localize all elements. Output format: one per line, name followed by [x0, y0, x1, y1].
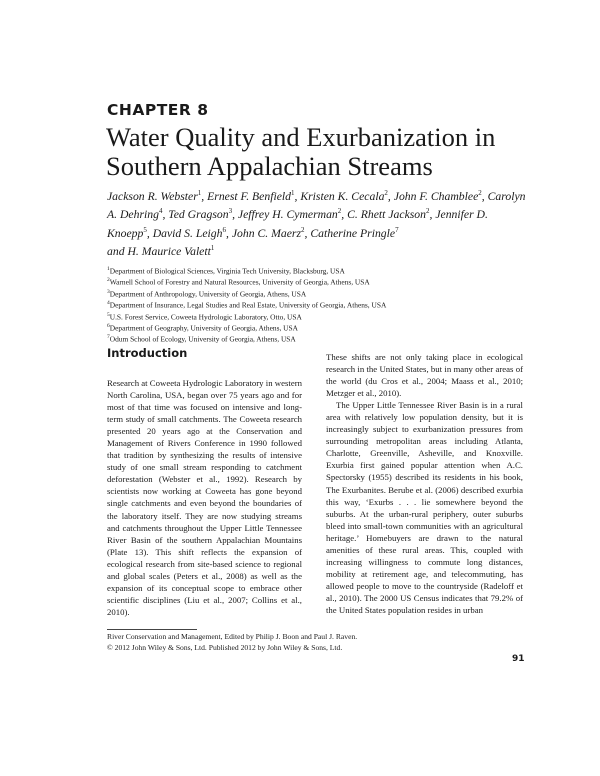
author: Kristen K. Cecala$^2$: [300, 189, 388, 203]
affiliation: $^6$Department of Geography, University of Georgia, Athens, USA: [107, 322, 298, 333]
footer-line-1: River Conservation and Management, Edited by Philip J. Boon and Paul J. Raven.: [107, 632, 358, 641]
author: Jackson R. Webster$^1$: [107, 189, 202, 203]
right-column: [326, 351, 523, 616]
affiliation-list: [107, 265, 537, 345]
author: and H. Maurice Valett$^1$: [107, 244, 215, 259]
author: John F. Chamblee$^2$: [393, 189, 482, 203]
author: Ted Gragson$^3$: [168, 207, 233, 222]
body-paragraph: Research at Coweeta Hydrologic Laboratory in western North Carolina, USA, began over 75 years ago and for most of that time was focused on intensive and long-term study of small catchments. The Coweeta research presented 20 years ago at the Conservation and Management of Rivers Conference in 1990 followed that tradition by synthesizing the results of intensive study of one small stream responding to catchment deforestation (Webster et al., 1992). Research by scientists now working at Coweeta has gone beyond single catchments and even beyond the boundaries of the laboratory itself. They are now studying streams and catchments throughout the Upper Little Tennessee River Basin of the southern Appalachian Mountains (Plate 13). This shift reflects the expansion of ecological research from site-based science to regional and global scales (Peters et al., 2008) as well as the expansion of its conceptual scope to embrace other scientific disciplines (Liu et al., 2007; Collins et al., 2010).: [107, 378, 302, 617]
footer-rule: [107, 629, 197, 630]
affiliation: $^3$Department of Anthropology, University of Georgia, Athens, USA: [107, 288, 307, 299]
body-paragraph: These shifts are not only taking place in ecological research in the United States, but in many other areas of the world (du Cros et al., 2004; Maass et al., 2010; Metzger et al., 2010).: [326, 352, 523, 399]
footer-line-2: © 2012 John Wiley & Sons, Ltd. Published 2012 by John Wiley & Sons, Ltd.: [107, 642, 343, 652]
title-line-2: Southern Appalachian Streams: [106, 151, 433, 181]
author-list: Jackson R. Webster$^1$, Ernest F. Benfield$^1$, Kristen K. Cecala$^2$, John F. Chamblee$^2$, Carolyn A. Dehring$^4$, Ted Gragson$^3$, Jeffrey H. Cymerman$^2$, C. Rhett Jackson$^2$, Jennifer D. Knoepp$^5$, David S. Leigh$^6$, John C. Maerz$^2$, Catherine Pringle$^7$ and H. Maurice Valett$^1$: [107, 189, 526, 259]
copyright-footer: [107, 632, 527, 653]
author: Ernest F. Benfield$^1$: [207, 189, 295, 203]
author: C. Rhett Jackson$^2$: [347, 207, 430, 222]
affiliation: $^5$U.S. Forest Service, Coweeta Hydrologic Laboratory, Otto, USA: [107, 311, 302, 321]
author: Jennifer D. Knoepp$^5$: [107, 208, 488, 240]
author: Carolyn A. Dehring$^4$: [107, 189, 526, 222]
affiliation: $^7$Odum School of Ecology, University of Georgia, Athens, USA: [107, 334, 296, 344]
chapter-title: [106, 123, 586, 181]
author: Catherine Pringle$^7$: [310, 225, 399, 240]
body-paragraph: The Upper Little Tennessee River Basin is in a rural area with relatively low population density, but it is increasingly subject to exurbanization pressures from surrounding metropolitan areas including Atlanta, Charlotte, Greenville, Asheville, and Knoxville. Exurbia first gained popular attention when A.C. Spectorsky (1955) described its residents in his book, The Exurbanites. Berube et al. (2006) described exurbia this way, ‘Exurbs . . . lie somewhere beyond the suburbs. At the urban-rural periphery, outer suburbs bleed into small-town communities with an agricultural heritage.’ Homebuyers are drawn to the natural amenities of these rural areas. This, coupled with increasing willingness to commute long distances, mobility at retirement age, and telecommuting, has allowed people to move to the countryside (Radeloff et al., 2010). The 2000 US Census indicates that 79.2% of the United States population resides in urban: [326, 400, 523, 615]
section-heading-introduction: Introduction: [107, 346, 188, 360]
author: David S. Leigh$^6$: [152, 225, 226, 240]
affiliation: $^1$Department of Biological Sciences, Virginia Tech University, Blacksburg, USA: [107, 266, 345, 276]
author: Jeffrey H. Cymerman$^2$: [237, 207, 342, 222]
title-line-1: Water Quality and Exurbanization in: [106, 122, 496, 152]
chapter-label: CHAPTER 8: [107, 101, 209, 119]
affiliation: $^2$Warnell School of Forestry and Natural Resources, University of Georgia, Athens, USA: [107, 277, 370, 287]
author: John C. Maerz$^2$: [231, 225, 305, 240]
page-number: 91: [512, 654, 525, 664]
left-column: [107, 346, 302, 618]
affiliation: $^4$Department of Insurance, Legal Studies and Real Estate, University of Georgia, Athens, USA: [107, 300, 387, 310]
